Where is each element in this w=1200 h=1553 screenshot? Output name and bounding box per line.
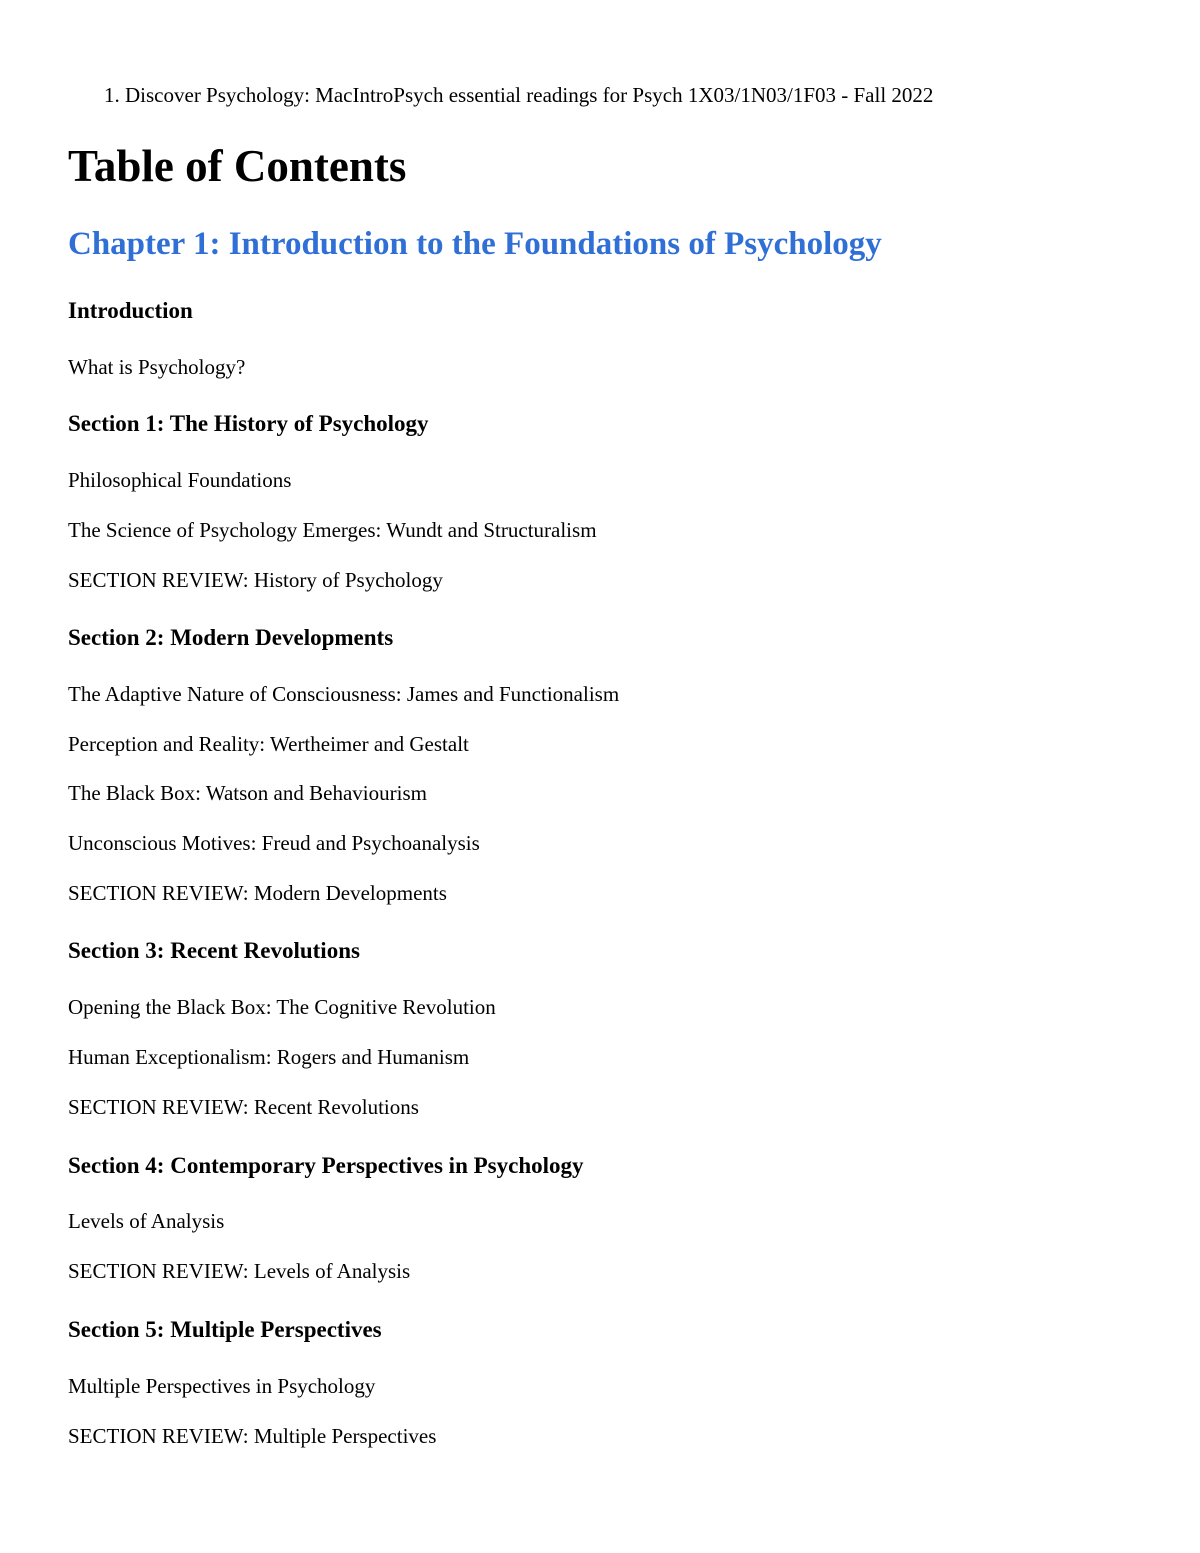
page-title: Table of Contents [68,141,407,191]
toc-link-rogers-humanism[interactable]: Human Exceptionalism: Rogers and Humanism [68,1045,470,1069]
toc-link-wundt-structuralism[interactable]: The Science of Psychology Emerges: Wundt and Structuralism [68,518,597,542]
toc-link-watson-behaviourism[interactable]: The Black Box: Watson and Behaviourism [68,781,427,805]
section-heading-multiple-perspectives: Section 5: Multiple Perspectives [68,1317,382,1342]
toc-link-cognitive-revolution[interactable]: Opening the Black Box: The Cognitive Revolution [68,995,496,1019]
toc-link-review-multiple-perspectives[interactable]: SECTION REVIEW: Multiple Perspectives [68,1424,437,1448]
toc-link-review-history[interactable]: SECTION REVIEW: History of Psychology [68,568,443,592]
toc-link-freud-psychoanalysis[interactable]: Unconscious Motives: Freud and Psychoanalysis [68,831,480,855]
section-heading-recent-revolutions: Section 3: Recent Revolutions [68,938,360,963]
toc-link-what-is-psychology[interactable]: What is Psychology? [68,355,246,379]
toc-link-james-functionalism[interactable]: The Adaptive Nature of Consciousness: James and Functionalism [68,682,620,706]
section-heading-history: Section 1: The History of Psychology [68,411,429,436]
toc-link-review-recent-revolutions[interactable]: SECTION REVIEW: Recent Revolutions [68,1095,419,1119]
breadcrumb[interactable]: 1. Discover Psychology: MacIntroPsych essential readings for Psych 1X03/1N03/1F03 - Fall 2022 [104,83,934,107]
section-heading-modern-developments: Section 2: Modern Developments [68,625,394,650]
section-heading-contemporary-perspectives: Section 4: Contemporary Perspectives in Psychology [68,1153,584,1178]
toc-link-review-levels-of-analysis[interactable]: SECTION REVIEW: Levels of Analysis [68,1259,411,1283]
toc-link-review-modern-developments[interactable]: SECTION REVIEW: Modern Developments [68,881,447,905]
toc-link-multiple-perspectives[interactable]: Multiple Perspectives in Psychology [68,1374,376,1398]
toc-link-levels-of-analysis[interactable]: Levels of Analysis [68,1209,225,1233]
toc-link-wertheimer-gestalt[interactable]: Perception and Reality: Wertheimer and Gestalt [68,732,469,756]
section-heading-introduction: Introduction [68,298,193,323]
toc-link-philosophical-foundations[interactable]: Philosophical Foundations [68,468,292,492]
chapter-title-link[interactable]: Chapter 1: Introduction to the Foundations of Psychology [68,226,882,262]
